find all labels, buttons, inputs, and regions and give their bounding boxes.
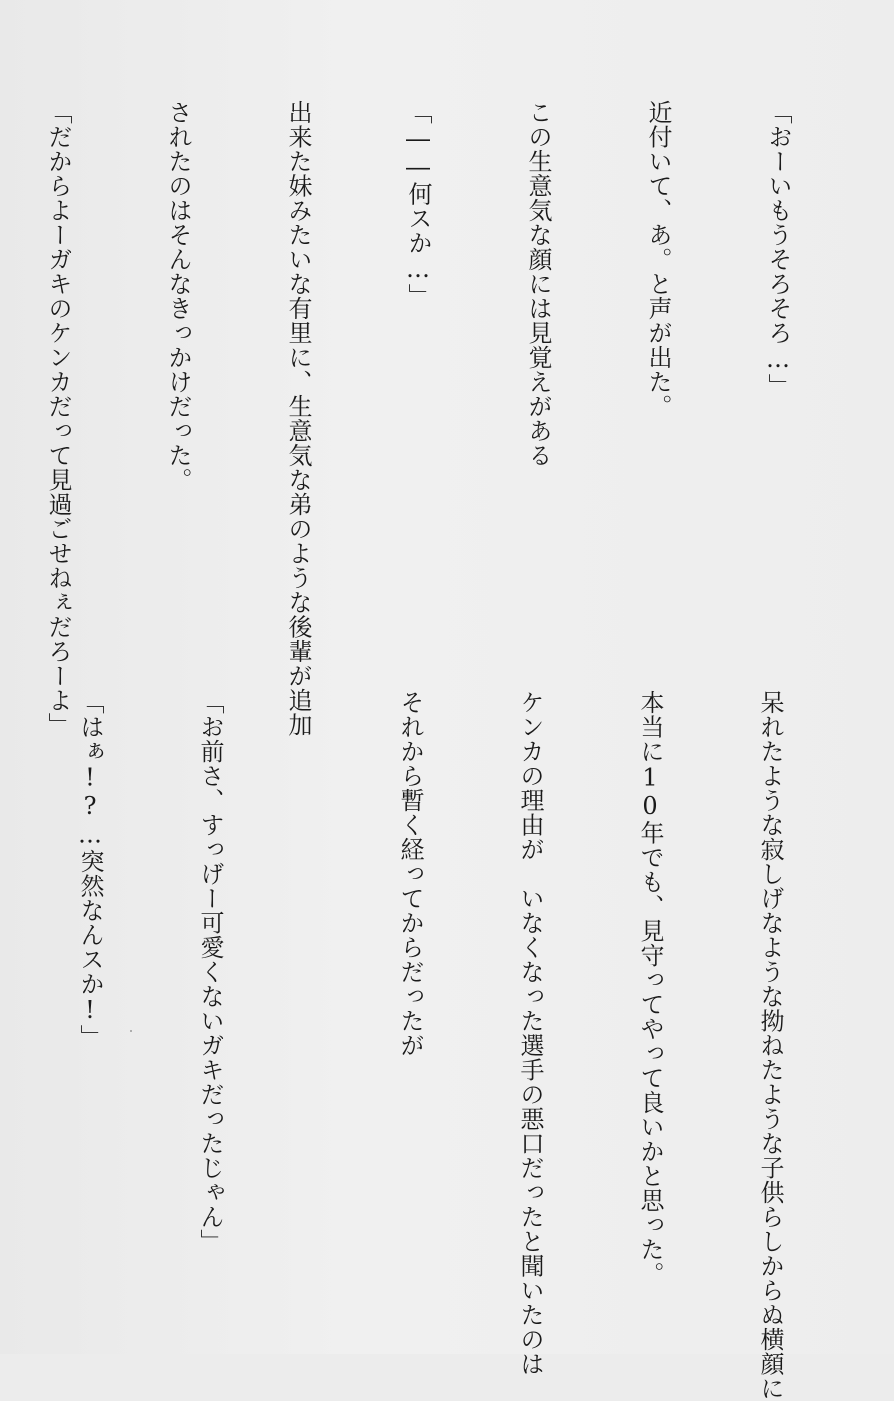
text-column: 本当に10年でも、見守ってやって良いかと思った。 xyxy=(636,690,664,1286)
text-column: 出来た妹みたいな有里に、生意気な弟のような後輩が追加 xyxy=(284,100,312,737)
text-column: 呆れたような寂しげなような拗ねたような子供らしからぬ横顔に xyxy=(756,690,784,1401)
text-column: されたのはそんなきっかけだった。 xyxy=(164,100,192,492)
text-column: それから暫く経ってからだったが xyxy=(396,690,424,1058)
top-text-block xyxy=(0,100,878,737)
text-column: 「お前さ、すっげー可愛くないガキだったじゃん」 xyxy=(196,690,224,1254)
text-column: 「おーいもうそろそろ…」 xyxy=(764,100,792,398)
text-column: 近付いて、あ。と声が出た。 xyxy=(644,100,672,419)
text-column: この生意気な顔には見覚えがある xyxy=(524,100,552,468)
bottom-text-block xyxy=(0,690,870,1401)
paper-speck xyxy=(130,1030,132,1032)
text-column: 「だからよーガキのケンカだって見過ごせねぇだろーよ」 xyxy=(44,100,72,737)
text-column: 「はぁ!?…突然なんスか!」 xyxy=(76,690,104,1049)
text-column: ケンカの理由が いなくなった選手の悪口だったと聞いたのは xyxy=(516,690,544,1376)
text-column: 「――何スか…」 xyxy=(404,100,432,308)
